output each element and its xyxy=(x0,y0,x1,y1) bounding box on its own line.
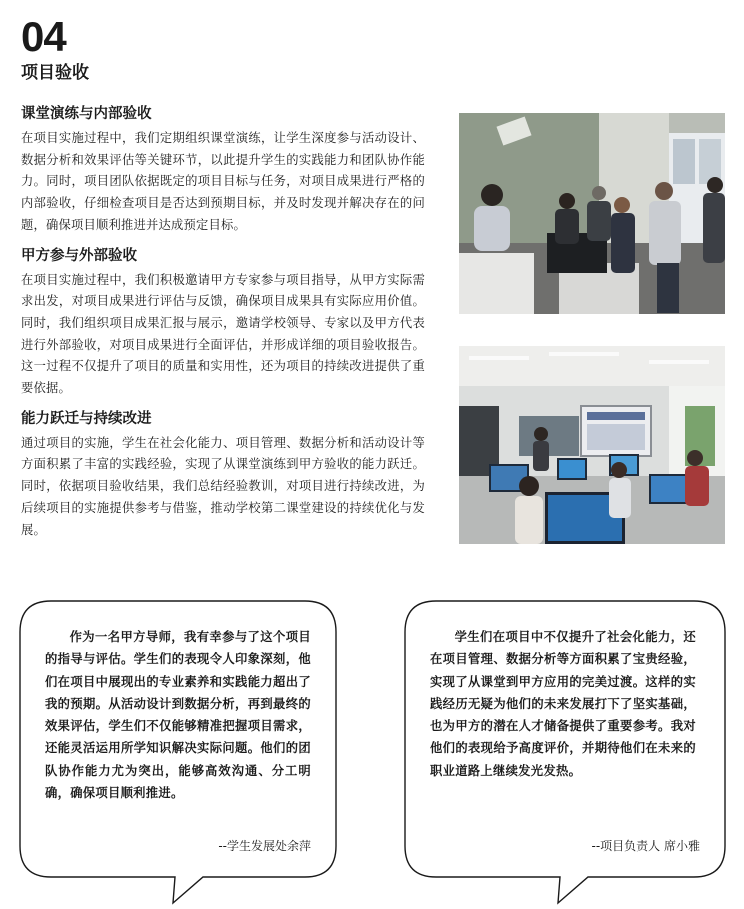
subsection-body: 在项目实施过程中，我们积极邀请甲方专家参与项目指导，从甲方实际需求出发，对项目成果进行评估与反馈，确保项目成果具有实际应用价值。同时，我们组织项目成果汇报与展示，邀请学校领导、专家以及甲方代表进行外部验收，对项目成果进行全面评估，并形成详细的项目验收报告。这一过程不仅提升了项目的质量和实用性，还为项目的持续改进提供了重要依据。 xyxy=(21,272,425,396)
subsection-body: 通过项目的实施，学生在社会化能力、项目管理、数据分析和活动设计等方面积累了丰富的实践经验，实现了从课堂演练到甲方验收的能力跃迁。同时，依据项目验收结果，我们总结经验教训，对项目进行持续改进，为后续项目的实施提供参考与借鉴，推动学校第二课堂建设的持续优化与发展。 xyxy=(21,435,425,537)
section-title: 项目验收 xyxy=(21,63,89,83)
computer-lab-photo xyxy=(459,346,725,544)
quote-signature: --学生发展处余萍 xyxy=(218,839,311,853)
subsection-body: 在项目实施过程中，我们定期组织课堂演练，让学生深度参与活动设计、数据分析和效果评估等关键环节，以此提升学生的实践能力和团队协作能力。同时，项目团队依据既定的项目目标与任务，对项目成果进行严格的内部验收，仔细检查项目是否达到预期目标，并及时发现并解决存在的问题，确保项目顺利推进并达成预定目标。 xyxy=(21,131,425,232)
text-column xyxy=(21,104,425,550)
classroom-rehearsal-photo xyxy=(459,113,725,314)
quote-signature: --项目负责人 席小雅 xyxy=(591,839,700,853)
quote-bubble xyxy=(404,600,722,878)
quote-bubble xyxy=(19,600,337,878)
subsection-heading: 甲方参与外部验收 xyxy=(21,247,137,264)
subsection-heading: 课堂演练与内部验收 xyxy=(21,106,152,122)
section-number: 04 xyxy=(21,13,66,60)
quote-text: 学生们在项目中不仅提升了社会化能力，还在项目管理、数据分析等方面积累了宝贵经验，实现了从课堂到甲方应用的完美过渡。这样的实践经历无疑为他们的未来发展打下了坚实基础，也为甲方的潜在人才储备提供了重要参考。我对他们的表现给予高度评价，并期待他们在未来的职业道路上继续发光发热。 xyxy=(430,630,696,778)
subsection-heading: 能力跃迁与持续改进 xyxy=(21,410,152,427)
quote-text: 作为一名甲方导师，我有幸参与了这个项目的指导与评估。学生们的表现令人印象深刻，他们在项目中展现出的专业素养和实践能力超出了我的预期。从活动设计到数据分析，再到最终的效果评估，学生们不仅能够精准把握项目需求，还能灵活运用所学知识解决实际问题。他们的团队协作能力尤为突出，能够高效沟通、分工明确，确保项目顺利推进。 xyxy=(45,630,311,801)
